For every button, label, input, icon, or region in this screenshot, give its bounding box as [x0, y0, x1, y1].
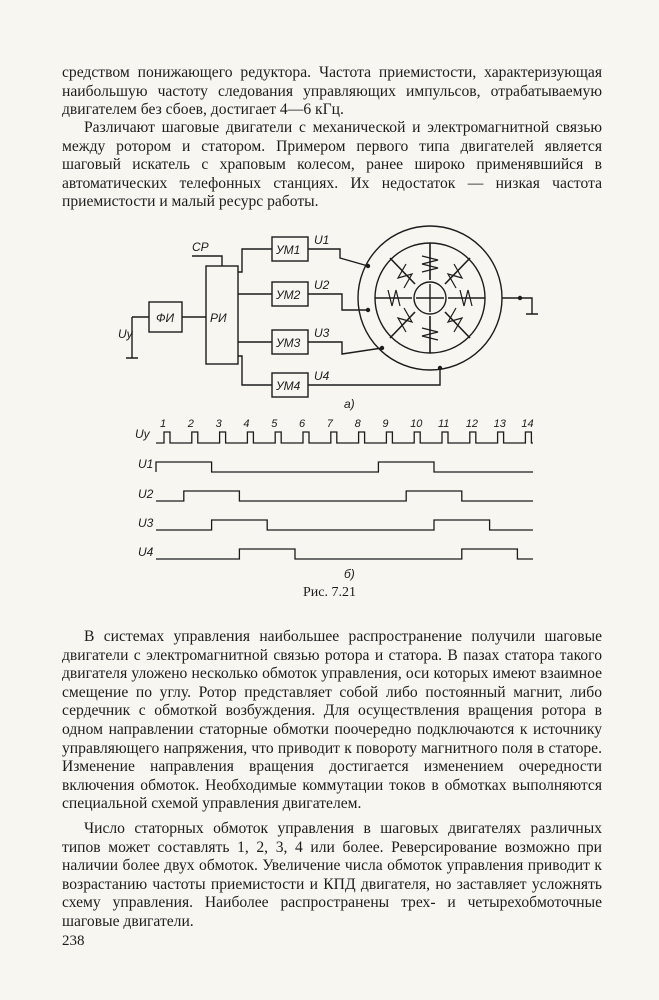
pulse-number: 11	[438, 418, 450, 430]
paragraph-4-text: Число статорных обмоток управления в шаговых двигателях различных типов может составлять 1, 2, 3, 4 или более. Реверсирование возможно при наличии более двух обмоток. Увеличение числа обмоток управления приводит к возрастанию частоты приемистости и КПД двигателя, но заставляет усложнять схему управления. Наиболее распространены трех- и четырехобмоточные шаговые двигатели.	[62, 820, 602, 930]
paragraph-4	[62, 820, 602, 932]
label-fi: ФИ	[156, 311, 175, 325]
pulse-number: 12	[465, 418, 479, 430]
wire-ri-um4	[238, 356, 272, 385]
timing-label-u1: U1	[138, 457, 154, 471]
label-um3: УМ3	[276, 336, 301, 350]
pulse-number: 7	[326, 418, 333, 430]
ground-right	[502, 298, 538, 314]
label-part-a: а)	[344, 397, 355, 411]
pulse-number: 8	[354, 418, 361, 430]
waveform-u1	[156, 462, 533, 472]
wire-ri-um1	[238, 249, 272, 272]
pulse-numbers	[160, 418, 534, 430]
waveform-u2	[156, 491, 533, 501]
label-um1: УМ1	[276, 243, 301, 257]
wire-sr	[192, 256, 222, 266]
pulse-number: 4	[243, 418, 250, 430]
waveform-u3	[156, 520, 533, 530]
page-number: 238	[62, 933, 85, 949]
paragraph-3-text: В системах управления наибольшее распространение получили шаговые двигатели с электромагнитной связью ротора и статора. В пазах статора такого двигателя уложено несколько обмоток управления, оси которых имеют взаимное смещение по углу. Ротор представляет собой либо постоянный магнит, либо сердечник с обмоткой возбуждения. Для осуществления вращения ротора в одном направлении статорные обмотки поочередно подключаются к источнику управляющего напряжения, что приводит к повороту магнитного поля в статоре. Изменение направления вращения достигается изменением очередности включения обмоток. Необходимые коммутации токов в обмотках выполняются специальной схемой управления двигателем.	[62, 628, 602, 813]
waveform-u4	[156, 549, 533, 559]
label-ri: РИ	[210, 311, 227, 325]
paragraph-1-text: средством понижающего редуктора. Частота приемистости, характеризующая наибольшую частоту следования управляющих импульсов, отрабатываемую двигателем без сбоев, достигает 4—6 кГц.	[62, 64, 602, 119]
pulse-number: 5	[271, 418, 278, 430]
circuit-diagram	[126, 226, 538, 397]
timing-label-u2: U2	[138, 487, 154, 501]
label-um2: УМ2	[276, 288, 301, 302]
label-part-b: б)	[344, 567, 355, 581]
pulse-number: 13	[493, 418, 506, 430]
label-u2: U2	[314, 278, 330, 292]
pulse-number: 14	[521, 418, 534, 430]
pulse-number: 6	[299, 418, 306, 430]
label-uy-input: Uу	[118, 327, 133, 341]
pulse-number: 3	[215, 418, 222, 430]
label-um4: УМ4	[276, 379, 301, 393]
timing-row-labels	[135, 427, 154, 559]
paragraph-1	[62, 64, 602, 120]
figure-svg	[100, 218, 550, 583]
timing-label-u3: U3	[138, 516, 154, 530]
wire-u3	[308, 342, 382, 354]
label-u1: U1	[314, 233, 330, 247]
waveforms	[156, 432, 533, 559]
rotor-axes	[416, 284, 444, 312]
timing-diagram	[135, 418, 534, 581]
pulse-number: 9	[382, 418, 389, 430]
pulse-number: 1	[160, 418, 167, 430]
block-labels	[118, 233, 355, 411]
wire-u1	[308, 249, 368, 266]
timing-label-uy: Uу	[135, 427, 150, 441]
paragraph-2	[62, 119, 602, 212]
paragraph-2-text: Различают шаговые двигатели с механической и электромагнитной связью между ротором и статором. Примером первого типа двигателей является шаговый искатель с храповым колесом, ранее широко применявшийся в автоматических телефонных станциях. Их недостаток — низкая частота приемистости и малый ресурс работы.	[62, 119, 602, 211]
pulse-number: 10	[410, 418, 423, 430]
label-u3: U3	[314, 326, 330, 340]
label-u4: U4	[314, 369, 330, 383]
figure-7-21	[100, 218, 550, 588]
figure-caption: Рис. 7.21	[303, 585, 356, 600]
pulse-number: 2	[187, 418, 194, 430]
waveform-uy	[156, 432, 533, 443]
timing-label-u4: U4	[138, 545, 154, 559]
label-sr: СР	[192, 240, 209, 254]
paragraph-3	[62, 628, 602, 814]
